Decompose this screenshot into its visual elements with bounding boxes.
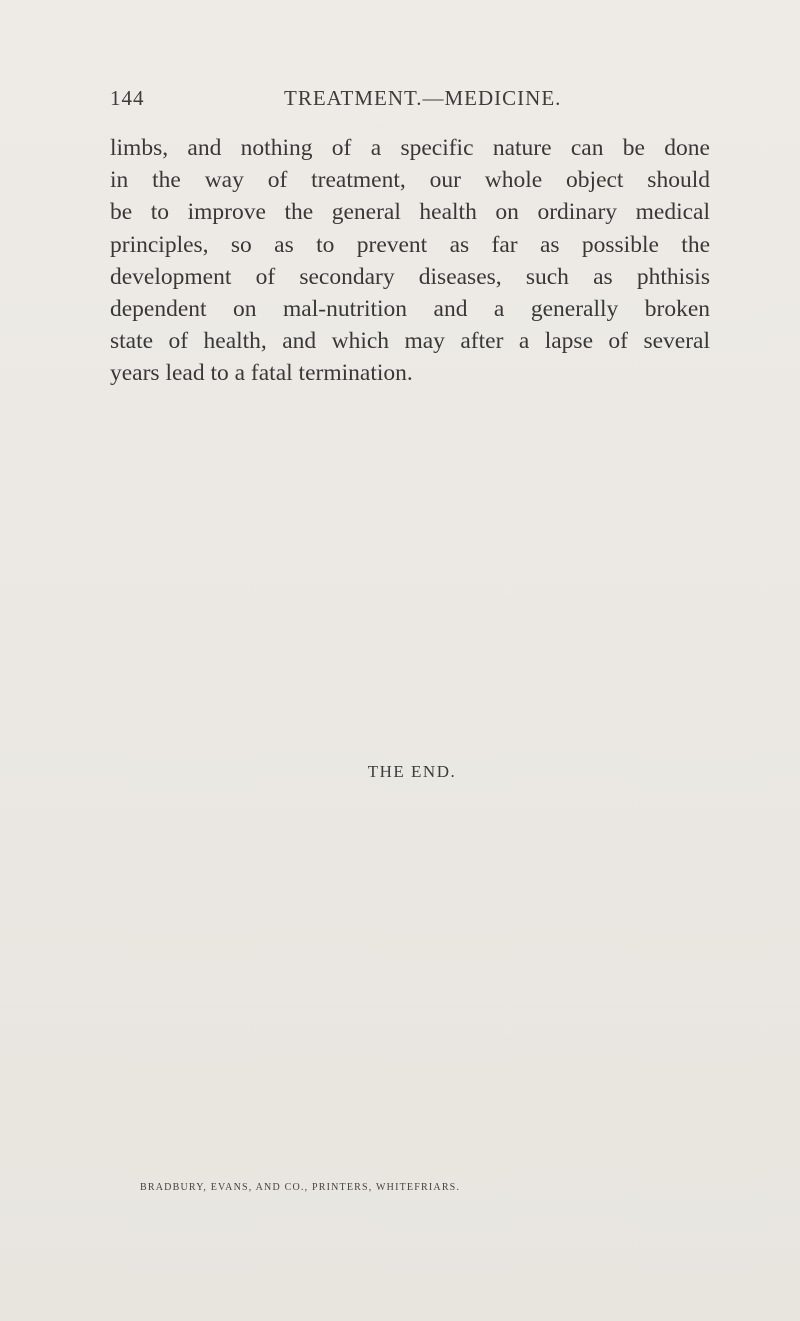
the-end-heading: THE END. xyxy=(367,762,457,781)
text-line: development of secondary diseases, such as phthisis xyxy=(110,263,710,290)
text-line: state of health, and which may after a lapse of several xyxy=(110,328,710,355)
printer-imprint: BRADBURY, EVANS, AND CO., PRINTERS, WHITEFRIARS. xyxy=(140,1182,461,1193)
text-line: dependent on mal-nutrition and a generally broken xyxy=(110,296,710,323)
running-title: TREATMENT.—MEDICINE. xyxy=(284,86,562,110)
body-paragraph xyxy=(110,132,710,390)
text-line: in the way of treatment, our whole object should xyxy=(110,167,710,194)
running-head xyxy=(110,86,710,116)
text-line: principles, so as to prevent as far as possible the xyxy=(110,231,710,258)
text-line: be to improve the general health on ordinary medical xyxy=(110,199,710,226)
text-line: years lead to a fatal termination. xyxy=(110,360,413,387)
page-number: 144 xyxy=(110,86,145,110)
text-line: limbs, and nothing of a specific nature can be done xyxy=(110,135,710,161)
